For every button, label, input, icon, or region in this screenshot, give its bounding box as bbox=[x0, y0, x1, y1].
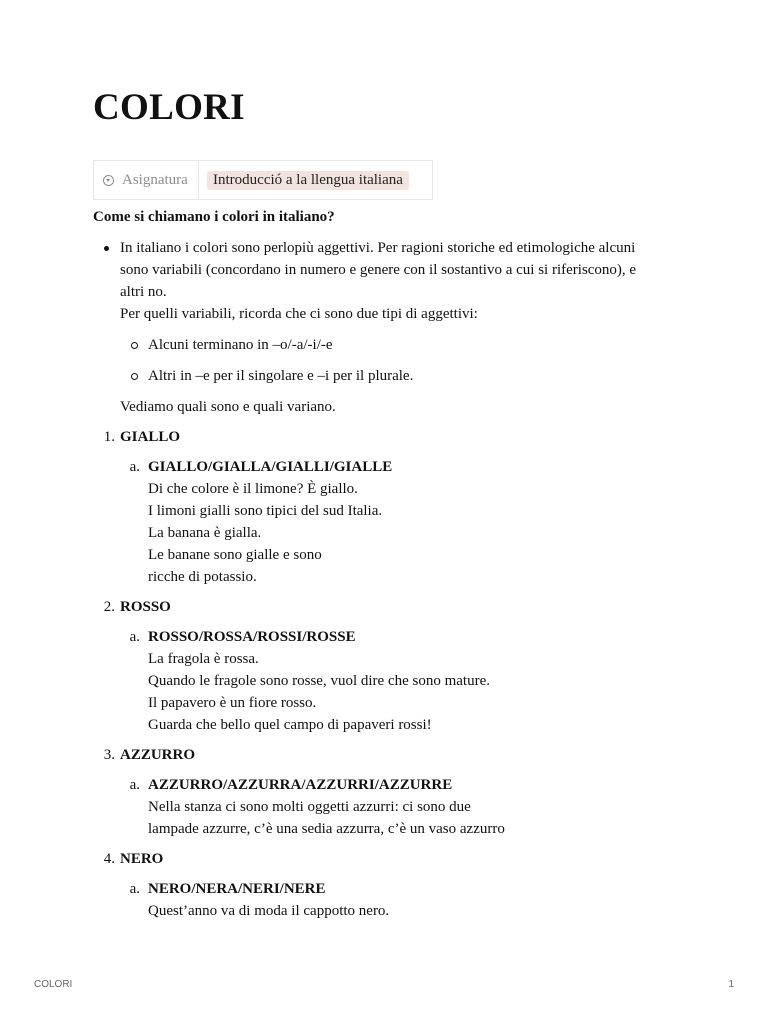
color-forms-item bbox=[120, 878, 673, 922]
property-value[interactable] bbox=[199, 161, 409, 199]
color-sublist bbox=[120, 878, 673, 922]
subject-tag: Introducció a la llengua italiana bbox=[207, 171, 409, 190]
color-forms-item bbox=[120, 774, 673, 840]
intro-line: sono variabili (concordano in numero e genere con il sostantivo a cui si riferiscono), e bbox=[120, 262, 637, 278]
adjective-type-item: Alcuni terminano in –o/-a/-i/-e bbox=[120, 334, 673, 356]
color-item bbox=[93, 426, 673, 588]
property-key[interactable] bbox=[94, 161, 199, 199]
color-forms: ROSSO/ROSSA/ROSSI/ROSSE bbox=[148, 629, 356, 645]
footer-doc-title: COLORI bbox=[34, 979, 73, 990]
color-forms: AZZURRO/AZZURRA/AZZURRI/AZZURRE bbox=[148, 777, 453, 793]
property-key-label: Asignatura bbox=[122, 171, 188, 188]
example-line: I limoni gialli sono tipici del sud Italia. bbox=[148, 503, 383, 519]
property-row bbox=[93, 160, 433, 200]
color-sublist bbox=[120, 774, 673, 840]
example-line: Quest’anno va di moda il cappotto nero. bbox=[148, 903, 390, 919]
intro-line: altri no. bbox=[120, 284, 167, 300]
list-number: 2. bbox=[103, 599, 115, 615]
intro-bullet bbox=[93, 237, 673, 418]
colors-list bbox=[93, 426, 673, 922]
list-letter: a. bbox=[129, 881, 140, 897]
example-line: Guarda che bello quel campo di papaveri rossi! bbox=[148, 717, 432, 733]
color-sublist bbox=[120, 456, 673, 588]
list-number: 1. bbox=[103, 429, 115, 445]
list-letter: a. bbox=[129, 459, 140, 475]
example-line: Nella stanza ci sono molti oggetti azzurri: ci sono due bbox=[148, 799, 471, 815]
example-line: ricche di potassio. bbox=[148, 569, 257, 585]
intro-line: In italiano i colori sono perlopiù aggettivi. Per ragioni storiche ed etimologiche alcuni bbox=[120, 240, 636, 256]
intro-list bbox=[93, 237, 673, 418]
list-letter: a. bbox=[129, 629, 140, 645]
color-forms-item bbox=[120, 456, 673, 588]
intro-line: Per quelli variabili, ricorda che ci sono due tipi di aggettivi: bbox=[120, 306, 478, 322]
color-forms-item bbox=[120, 626, 673, 736]
color-name: ROSSO bbox=[120, 599, 171, 615]
list-number: 3. bbox=[103, 747, 115, 763]
select-property-icon bbox=[103, 175, 114, 186]
color-name: NERO bbox=[120, 851, 164, 867]
color-item bbox=[93, 744, 673, 840]
adjective-types-list bbox=[120, 334, 673, 387]
example-line: La fragola è rossa. bbox=[148, 651, 259, 667]
example-line: lampade azzurre, c’è una sedia azzurra, c’è un vaso azzurro bbox=[148, 821, 505, 837]
color-name: AZZURRO bbox=[120, 747, 196, 763]
example-line: Il papavero è un fiore rosso. bbox=[148, 695, 317, 711]
color-sublist bbox=[120, 626, 673, 736]
example-line: La banana è gialla. bbox=[148, 525, 262, 541]
adjective-type-item: Altri in –e per il singolare e –i per il plurale. bbox=[120, 365, 673, 387]
page-title: COLORI bbox=[93, 87, 245, 128]
intro-closing: Vediamo quali sono e quali variano. bbox=[120, 399, 336, 415]
list-number: 4. bbox=[103, 851, 115, 867]
document-body bbox=[93, 206, 673, 922]
color-item bbox=[93, 596, 673, 736]
color-forms: GIALLO/GIALLA/GIALLI/GIALLE bbox=[148, 459, 393, 475]
example-line: Quando le fragole sono rosse, vuol dire che sono mature. bbox=[148, 673, 490, 689]
footer-page-number: 1 bbox=[728, 979, 734, 990]
color-item bbox=[93, 848, 673, 922]
list-letter: a. bbox=[129, 777, 140, 793]
color-name: GIALLO bbox=[120, 429, 181, 445]
color-forms: NERO/NERA/NERI/NERE bbox=[148, 881, 326, 897]
example-line: Le banane sono gialle e sono bbox=[148, 547, 322, 563]
question-heading: Come si chiamano i colori in italiano? bbox=[93, 209, 335, 225]
example-line: Di che colore è il limone? È giallo. bbox=[148, 481, 358, 497]
